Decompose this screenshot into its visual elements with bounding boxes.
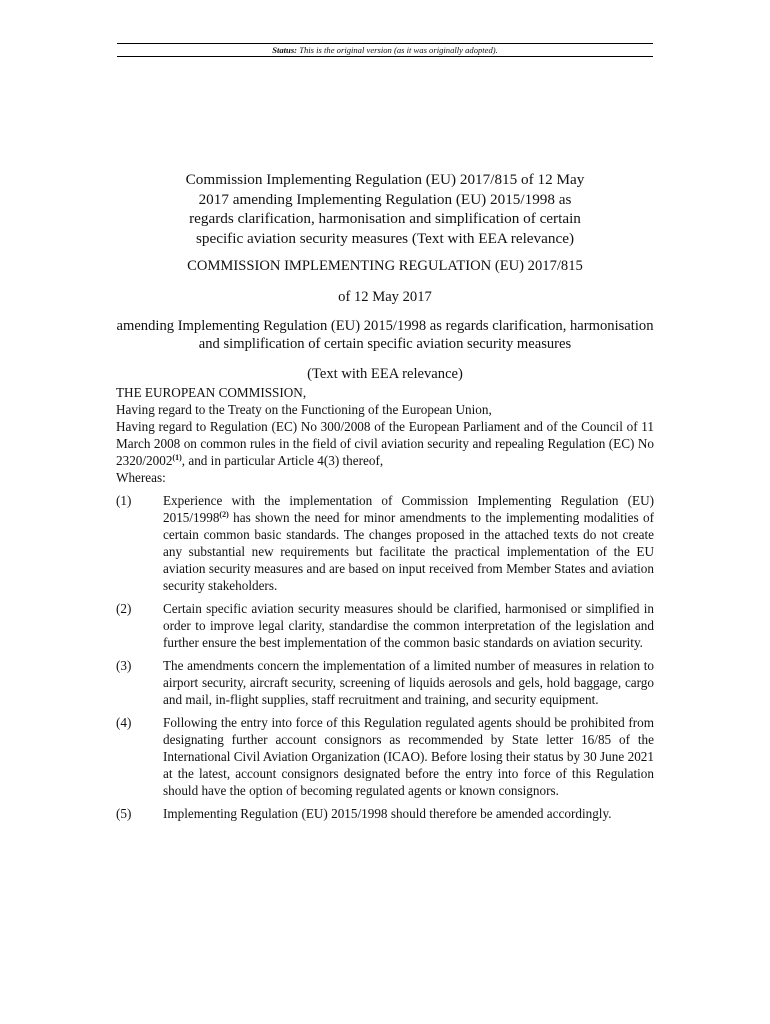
recital-text: Following the entry into force of this Regulation regulated agents should be prohibited from designating further account consignors as recommended by State letter 16/85 of the International Civil Aviation Organization (ICAO). Before losing their status by 30 June 2021 at the latest, account consignors designated before the entry into force of this Regulation should have the option of becoming regulated agents or known consignors.	[163, 715, 654, 798]
recital-item	[116, 600, 654, 651]
recital-item	[116, 657, 654, 708]
regulation-citation-tail: , and in particular Article 4(3) thereof,	[181, 453, 384, 468]
recital-item	[116, 492, 654, 594]
recital-text-start: Experience with the implementation of Commission Implementing Regulation (EU) 2015/1998	[163, 493, 654, 525]
recital-number: (2)	[116, 601, 132, 616]
recital-item	[116, 714, 654, 799]
recitals-list	[116, 492, 654, 822]
regulation-citation	[116, 418, 654, 469]
status-bar	[117, 43, 653, 57]
status-text: This is the original version (as it was originally adopted).	[299, 45, 498, 55]
regulation-date: of 12 May 2017	[338, 289, 432, 305]
recital-number: (1)	[116, 493, 132, 508]
treaty-citation: Having regard to the Treaty on the Functioning of the European Union,	[116, 402, 492, 417]
footnote-link-2[interactable]: (2)	[219, 510, 229, 519]
document-body	[116, 170, 654, 828]
status-label: Status:	[272, 45, 298, 55]
eea-relevance: (Text with EEA relevance)	[307, 366, 463, 382]
document-title: Commission Implementing Regulation (EU) 2017/815 of 12 May 2017 amending Implementing Regulation (EU) 2015/1998 as regards clarification, harmonisation and simplification of certain specific aviation security measures (Text with EEA relevance)	[185, 171, 585, 247]
recital-number: (3)	[116, 658, 132, 673]
recital-text: The amendments concern the implementation of a limited number of measures in relation to airport security, aircraft security, screening of liquids aerosols and gels, hold baggage, cargo and mail, in-flight supplies, staff recruitment and training, and security equipment.	[163, 658, 654, 707]
commission-line: THE EUROPEAN COMMISSION,	[116, 385, 307, 400]
whereas-label: Whereas:	[116, 470, 166, 485]
recital-number: (5)	[116, 806, 132, 821]
footnote-link-1[interactable]: (1)	[172, 453, 182, 462]
regulation-citation-text: Having regard to Regulation (EC) No 300/2008 of the European Parliament and of the Council of 11 March 2008 on common rules in the field of civil aviation security and repealing Regulation (EC) No 2320/2002	[116, 419, 654, 468]
recital-text-end: has shown the need for minor amendments to the implementing modalities of certain common basic standards. The changes proposed in the attached texts do not create any substantial new requirements but facilitate the practical implementation of the EU aviation security measures and are based on input received from Member States and aviation security stakeholders.	[163, 510, 654, 593]
recital-text: Implementing Regulation (EU) 2015/1998 should therefore be amended accordingly.	[163, 806, 612, 821]
regulation-heading: COMMISSION IMPLEMENTING REGULATION (EU) 2017/815	[187, 258, 583, 274]
recital-text: Certain specific aviation security measures should be clarified, harmonised or simplified in order to improve legal clarity, standardise the common interpretation of the legislation and further ensure the best implementation of the common basic standards on aviation security.	[163, 601, 654, 650]
regulation-subject: amending Implementing Regulation (EU) 2015/1998 as regards clarification, harmonisation and simplification of certain specific aviation security measures	[116, 318, 654, 352]
recital-text	[163, 492, 654, 594]
recital-item	[116, 805, 654, 822]
recital-number: (4)	[116, 715, 132, 730]
